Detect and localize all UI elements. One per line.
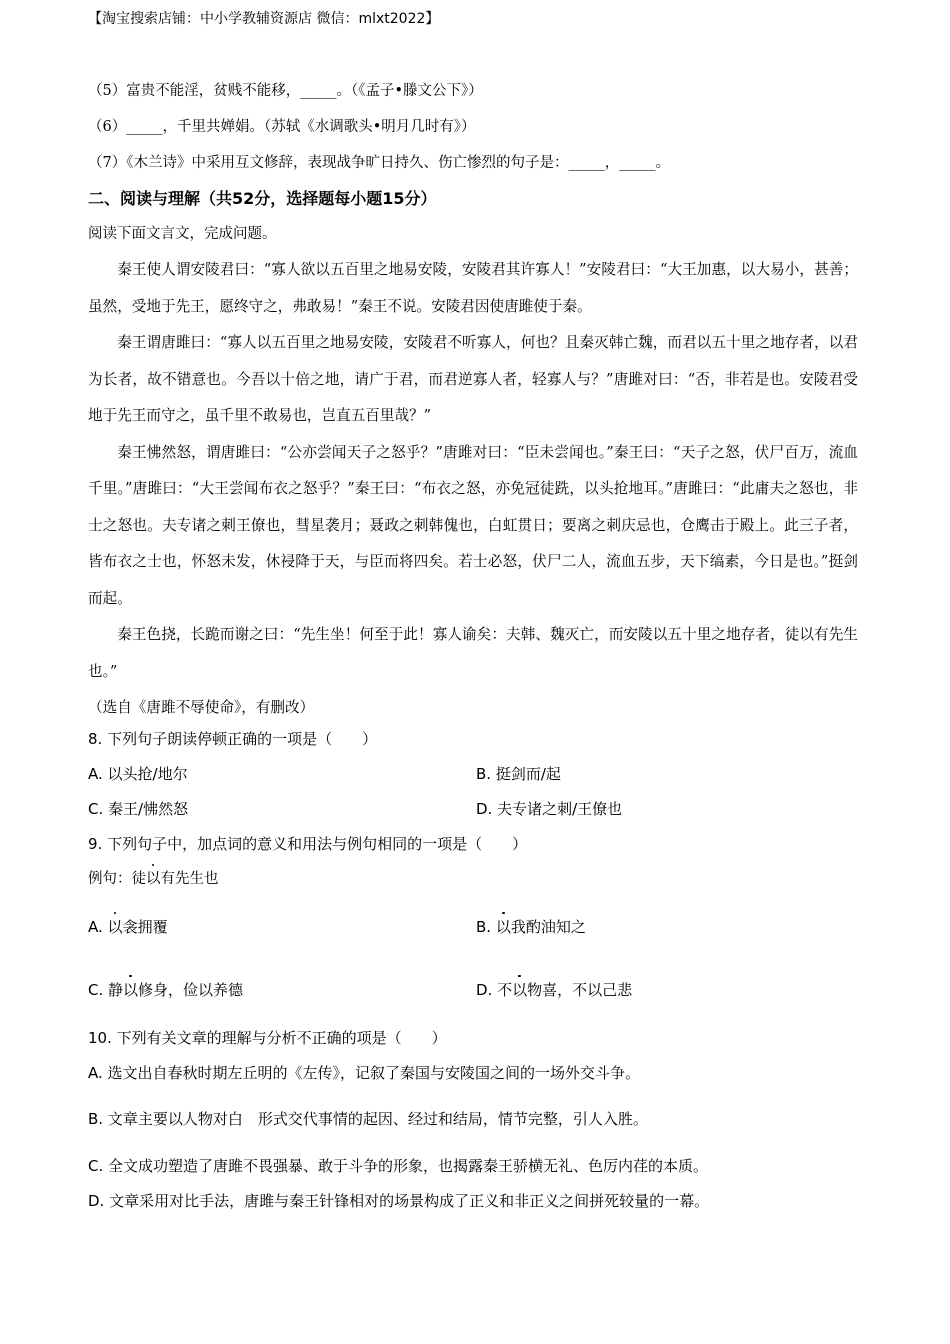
q7-blank-2: _____ — [619, 155, 656, 171]
q10-option-b: B. 文章主要以人物对白 形式交代事情的起因、经过和结局，情节完整，引人入胜。 — [88, 1109, 648, 1128]
q9-option-d-dotted-word: 以 — [512, 980, 528, 999]
q9-option-c-before: C. 静 — [88, 980, 124, 999]
q9-example-after: 有先生也 — [160, 870, 219, 887]
q9-example — [88, 869, 858, 891]
q8-option-c: C. 秦王/怫然怒 — [88, 799, 189, 818]
classical-passage — [88, 252, 858, 727]
q9-option-a — [88, 917, 476, 939]
q7-sep: ， — [604, 155, 620, 171]
fill-in-q5 — [88, 81, 858, 101]
passage-paragraph-2: 秦王谓唐雎曰：“寡人以五百里之地易安陵，安陵君不听寡人，何也？且秦灭韩亡魏，而君以五十里之地存者，以君为长者，故不错意也。今吾以十倍之地，请广于君，而君逆寡人者，轻寡人与？”唐雎对曰：“否，非若是也。安陵君受地于先王而守之，虽千里不敢易也，岂直五百里哉？” — [88, 334, 858, 424]
q10-option-c: C. 全文成功塑造了唐雎不畏强暴、敢于斗争的形象，也揭露秦王骄横无礼、色厉内荏的本质。 — [88, 1156, 709, 1175]
q9-option-d-after: 物喜，不以己悲 — [527, 980, 633, 999]
section-title: 二、阅读与理解（共52分，选择题每小题15分） — [88, 189, 437, 208]
q10-option-d: D. 文章采用对比手法，唐雎与秦王针锋相对的场景构成了正义和非正义之间拼死较量的一幕。 — [88, 1191, 710, 1210]
passage-paragraph-4: 秦王色挠，长跪而谢之曰：“先生坐！何至于此！寡人谕矣：夫韩、魏灭亡，而安陵以五十里之地存者，徒以有先生也。” — [88, 626, 858, 680]
q5-suffix: 。（《孟子•滕文公下》） — [336, 83, 483, 99]
q9-option-b-after: 我酌油知之 — [510, 917, 586, 936]
q8-options-row-2 — [88, 799, 858, 821]
q9-option-b-dotted-word: 以 — [495, 917, 511, 936]
q6-prefix: （6） — [88, 119, 127, 135]
q9-option-c-dotted-word: 以 — [123, 980, 139, 999]
q8-option-b: B. 挺剑而/起 — [476, 764, 561, 783]
q9-option-c-after: 修身，俭以养德 — [138, 980, 244, 999]
reading-instruction: 阅读下面文言文，完成问题。 — [88, 226, 277, 242]
q9-example-dotted-word: 以 — [146, 870, 161, 887]
passage-source: （选自《唐雎不辱使命》，有删改） — [88, 699, 315, 716]
q8-stem: 8. 下列句子朗读停顿正确的一项是（ ） — [88, 729, 378, 748]
q9-option-a-before: A. — [88, 917, 108, 936]
q6-suffix: ，千里共婵娟。（苏轼《水调歌头•明月几时有》） — [162, 119, 476, 135]
q5-prefix: （5）富贵不能淫，贫贱不能移， — [88, 83, 301, 99]
q10-stem: 10. 下列有关文章的理解与分析不正确的项是（ ） — [88, 1028, 447, 1047]
q9-option-a-after: 衾拥覆 — [122, 917, 168, 936]
q8-option-d: D. 夫专诸之刺/王僚也 — [476, 799, 623, 818]
page-header: 【淘宝搜索店铺：中小学教辅资源店 微信：mlxt2022】 — [88, 11, 440, 27]
q8-option-a: A. 以头抢/地尔 — [88, 764, 188, 783]
q9-option-b-before: B. — [476, 917, 496, 936]
q9-option-d — [476, 980, 858, 1002]
q5-blank: _____ — [300, 83, 337, 99]
q9-option-d-before: D. 不 — [476, 980, 513, 999]
q9-option-c — [88, 980, 476, 1002]
q10-option-a: A. 选文出自春秋时期左丘明的《左传》，记叙了秦国与安陵国之间的一场外交斗争。 — [88, 1063, 641, 1082]
q9-example-before: 例句：徒 — [88, 870, 146, 887]
q6-blank: _____ — [126, 119, 163, 135]
fill-in-q6 — [88, 117, 858, 137]
passage-paragraph-3: 秦王怫然怒，谓唐雎曰：“公亦尝闻天子之怒乎？”唐雎对曰：“臣未尝闻也。”秦王曰：“天子之怒，伏尸百万，流血千里。”唐雎曰：“大王尝闻布衣之怒乎？”秦王曰：“布衣之怒，亦免冠徒跣，以头抢地耳。”唐雎曰：“此庸夫之怒也，非士之怒也。夫专诸之刺王僚也，彗星袭月；聂政之刺韩傀也，白虹贯日；要离之刺庆忌也，仓鹰击于殿上。此三子者，皆布衣之士也，怀怒未发，休祲降于天，与臣而将四矣。若士必怒，伏尸二人，流血五步，天下缟素，今日是也。”挺剑而起。 — [88, 443, 858, 607]
passage-paragraph-1: 秦王使人谓安陵君曰：“寡人欲以五百里之地易安陵，安陵君其许寡人！”安陵君曰：“大王加惠，以大易小，甚善；虽然，受地于先王，愿终守之，弗敢易！”秦王不说。安陵君因使唐雎使于秦。 — [88, 261, 858, 315]
q9-stem: 9. 下列句子中，加点词的意义和用法与例句相同的一项是（ ） — [88, 834, 528, 853]
q9-options-row-1 — [88, 917, 858, 939]
q7-prefix: （7）《木兰诗》中采用互文修辞，表现战争旷日持久、伤亡惨烈的句子是： — [88, 155, 569, 171]
q9-options-row-2 — [88, 980, 858, 1002]
q7-blank-1: _____ — [568, 155, 605, 171]
q8-options-row-1 — [88, 764, 858, 786]
q9-option-a-dotted-word: 以 — [107, 917, 123, 936]
q7-suffix: 。 — [655, 155, 670, 171]
fill-in-q7 — [88, 153, 858, 173]
document-body — [88, 81, 858, 1213]
q9-option-b — [476, 917, 858, 939]
